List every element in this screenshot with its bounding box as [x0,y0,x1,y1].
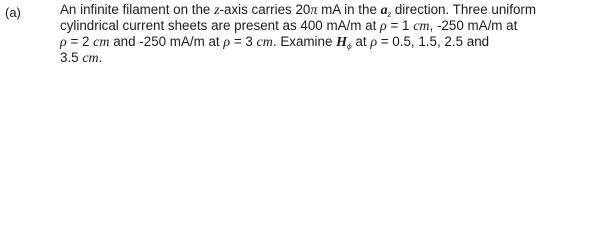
text-segment: = 0.5, 1.5, 2.5 and [377,34,490,49]
text-segment: . Examine [272,34,337,49]
problem-line-2 [60,18,517,35]
field-vector-subscript: ϕ [347,41,352,51]
text-segment: = 3 [230,34,257,49]
math-rho: ρ [380,19,387,34]
text-segment: -axis carries 20 [219,2,311,17]
text-segment: cylindrical current sheets are present as 400 mA/m at [60,18,381,33]
unit-cm: cm [93,35,110,50]
field-vector-h: H [336,35,348,50]
unit-vector-a: a [380,3,388,18]
problem-line-3 [60,34,489,54]
problem-line-4 [60,50,102,67]
math-z: z [214,3,220,18]
text-segment: = 1 [386,18,414,33]
math-rho: ρ [223,35,231,50]
problem-statement [0,0,604,85]
text-segment: at [351,34,371,49]
text-segment: = 2 [66,34,94,49]
problem-label: (a) [5,5,21,20]
text-segment: An infinite filament on the [60,2,215,17]
unit-vector-subscript: z [387,9,392,19]
text-segment: , -250 mA/m at [429,18,518,33]
text-segment: 3.5 [60,50,83,65]
unit-cm: cm [413,19,430,34]
text-segment: and -250 mA/m at [109,34,224,49]
unit-cm: cm [256,35,273,50]
text-segment: mA in the [317,2,381,17]
math-rho: ρ [60,35,67,50]
math-rho: ρ [370,35,378,50]
math-pi: π [310,3,318,18]
text-segment: . [98,50,103,65]
text-segment: direction. Three uniform [391,2,537,17]
unit-cm: cm [82,51,99,66]
